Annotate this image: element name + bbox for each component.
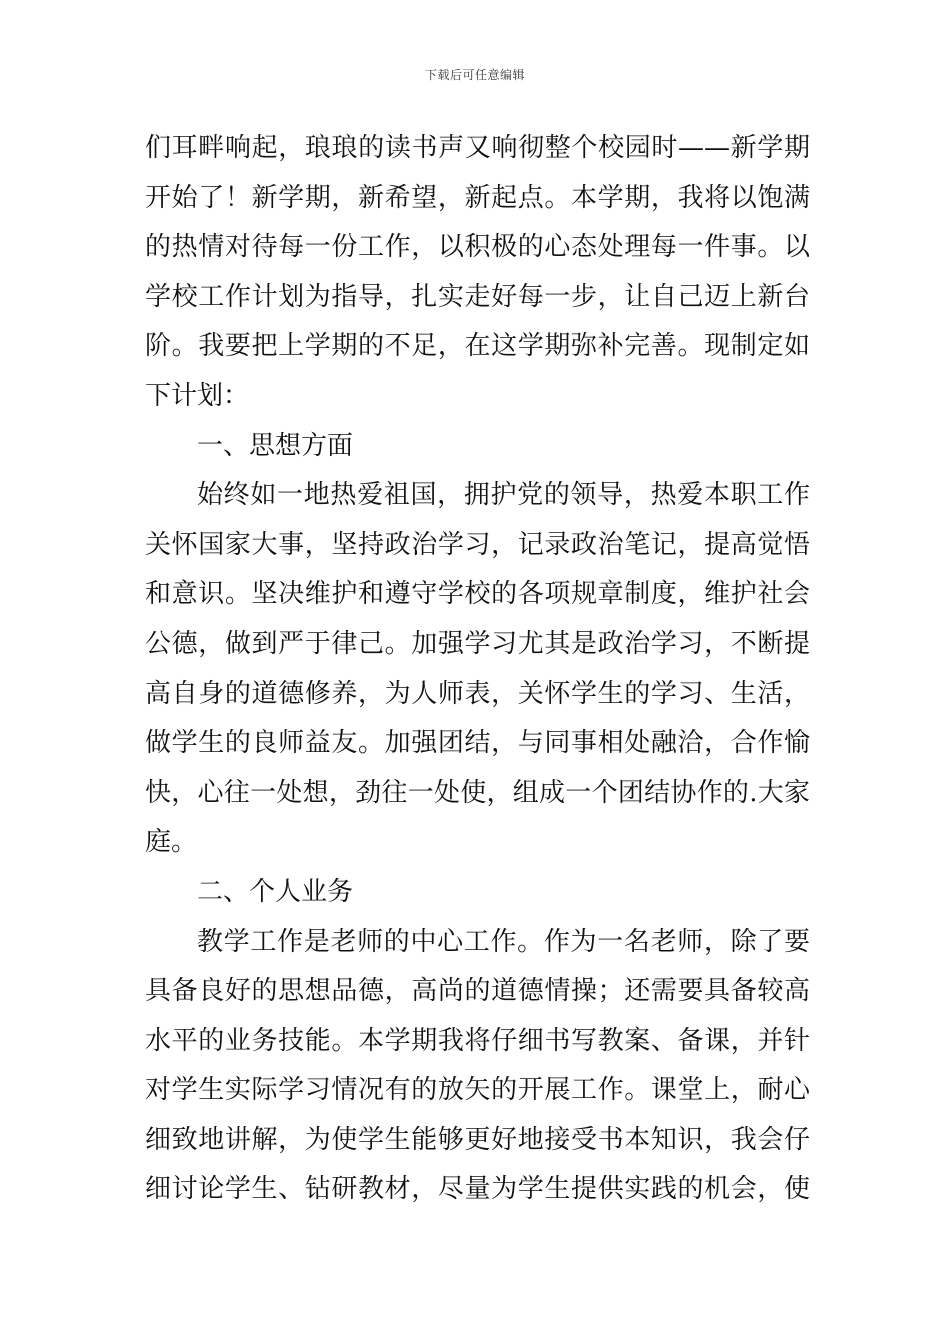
section-heading-business: 二、个人业务 — [197, 876, 354, 907]
body-line: 开始了！新学期，新希望，新起点。本学期，我将以饱满 — [145, 182, 810, 213]
body-line: 细讨论学生、钻研教材，尽量为学生提供实践的机会，使 — [145, 1174, 810, 1205]
body-line: 阶。我要把上学期的不足，在这学期弥补完善。现制定如 — [145, 331, 810, 362]
section-heading-thought: 一、思想方面 — [197, 430, 354, 461]
body-line: 公德，做到严于律己。加强学习尤其是政治学习，不断提 — [145, 628, 810, 659]
header-note: 下载后可任意编辑 — [424, 68, 525, 82]
body-line: 庭。 — [145, 827, 198, 858]
body-line: 水平的业务技能。本学期我将仔细书写教案、备课，并针 — [145, 1025, 810, 1056]
body-line: 学校工作计划为指导，扎实走好每一步，让自己迈上新台 — [145, 281, 810, 312]
body-line: 具备良好的思想品德，高尚的道德情操；还需要具备较高 — [145, 976, 810, 1007]
body-line: 们耳畔响起，琅琅的读书声又响彻整个校园时——新学期 — [145, 133, 810, 163]
body-line: 的热情对待每一份工作，以积极的心态处理每一件事。以 — [145, 232, 810, 263]
document-body — [145, 124, 810, 1215]
body-line: 关怀国家大事，坚持政治学习，记录政治笔记，提高觉悟 — [145, 529, 810, 560]
body-line: 教学工作是老师的中心工作。作为一名老师，除了要 — [197, 926, 810, 957]
body-line: 细致地讲解，为使学生能够更好地接受书本知识，我会仔 — [145, 1124, 810, 1155]
body-line: 快，心往一处想，劲往一处使，组成一个团结协作的.大家 — [145, 777, 810, 808]
body-line: 始终如一地热爱祖国，拥护党的领导，热爱本职工作 — [197, 480, 810, 511]
body-line: 对学生实际学习情况有的放矢的开展工作。课堂上，耐心 — [145, 1075, 810, 1106]
body-line: 做学生的良师益友。加强团结，与同事相处融洽，合作愉 — [145, 728, 810, 759]
body-line: 高自身的道德修养，为人师表，关怀学生的学习、生活， — [145, 678, 810, 709]
body-line: 下计划： — [145, 380, 250, 411]
body-line: 和意识。坚决维护和遵守学校的各项规章制度，维护社会 — [145, 579, 810, 610]
